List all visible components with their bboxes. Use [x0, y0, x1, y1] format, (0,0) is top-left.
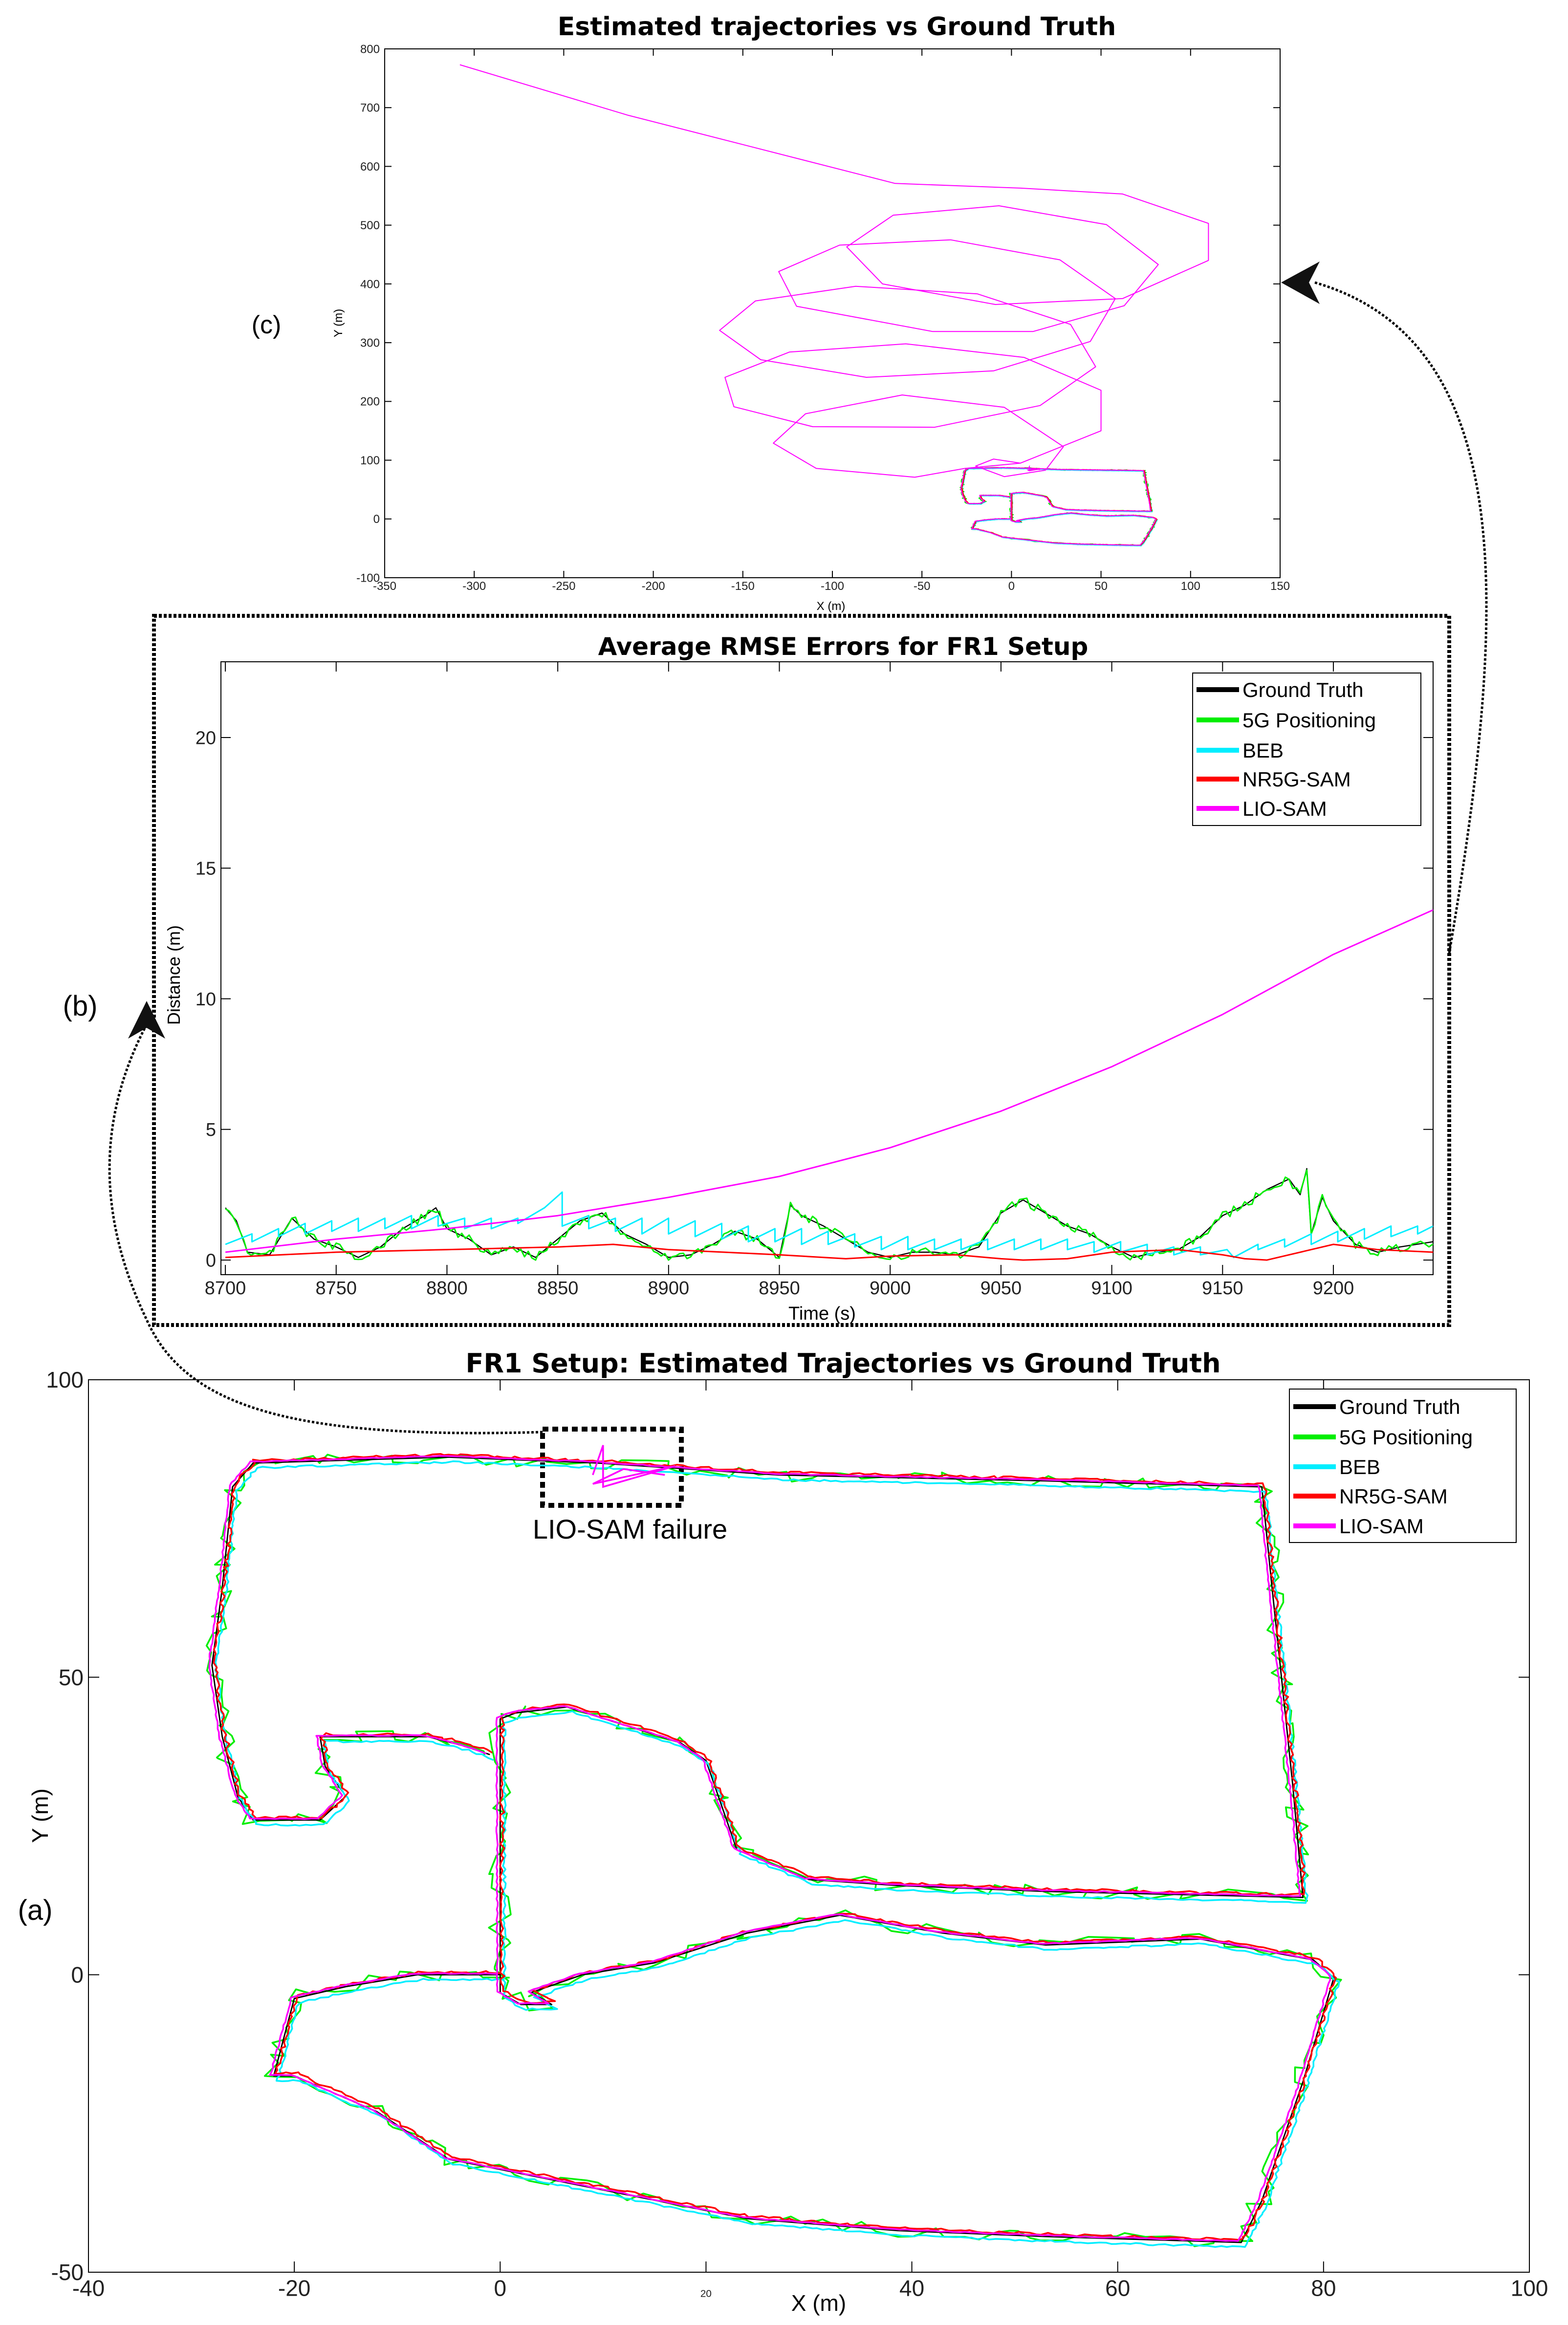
- y-tick-label: 700: [360, 101, 380, 115]
- x-tick-label: 50: [1094, 580, 1108, 593]
- y-tick-label: 20: [195, 728, 216, 749]
- chart-a-title: FR1 Setup: Estimated Trajectories vs Ground Truth: [465, 1348, 1221, 1379]
- y-tick-label: 200: [360, 395, 380, 409]
- y-tick-label: 50: [58, 1664, 84, 1690]
- legend-label: NR5G-SAM: [1339, 1485, 1448, 1508]
- chart-b-ylabel: Distance (m): [164, 925, 184, 1025]
- y-tick-label: 0: [205, 1250, 216, 1271]
- y-tick-label: 10: [195, 989, 216, 1010]
- x-tick-label: 40: [899, 2275, 925, 2301]
- y-tick-label: 0: [71, 1962, 84, 1988]
- x-tick-label: 8700: [204, 1278, 246, 1299]
- x-tick-label: 8800: [426, 1278, 468, 1299]
- y-tick-label: 5: [205, 1120, 216, 1141]
- x-tick-label: 9000: [869, 1278, 911, 1299]
- y-tick-label: 600: [360, 160, 380, 174]
- lio-sam-failure-label: LIO-SAM failure: [532, 1514, 728, 1544]
- legend-label: BEB: [1242, 739, 1284, 762]
- legend-label: LIO-SAM: [1339, 1515, 1424, 1538]
- x-tick-label: -20: [278, 2275, 311, 2301]
- chart-c-ylabel: Y (m): [332, 308, 345, 338]
- chart-b-legend: [1193, 673, 1421, 826]
- x-tick-label: 100: [1510, 2275, 1548, 2301]
- x-tick-label: 60: [1105, 2275, 1131, 2301]
- panel-label-c: (c): [251, 311, 282, 339]
- x-tick-label: -300: [462, 580, 486, 593]
- x-tick-label: 9200: [1312, 1278, 1354, 1299]
- y-tick-label: 400: [360, 278, 380, 291]
- x-tick-label: 9150: [1202, 1278, 1243, 1299]
- x-tick-label: 0: [1008, 580, 1015, 593]
- x-tick-label: 8950: [759, 1278, 800, 1299]
- x-tick-label: 100: [1180, 580, 1200, 593]
- y-tick-label: 100: [46, 1367, 84, 1393]
- y-tick-label: 100: [360, 454, 380, 467]
- x-tick-label: 150: [1270, 580, 1290, 593]
- y-tick-label: 800: [360, 43, 380, 56]
- legend-label: 5G Positioning: [1339, 1426, 1473, 1449]
- x-tick-label: -50: [913, 580, 931, 593]
- legend-label: Ground Truth: [1339, 1395, 1460, 1418]
- y-tick-label: 300: [360, 336, 380, 350]
- x-tick-label: 9050: [980, 1278, 1022, 1299]
- panel-label-b: (b): [63, 990, 98, 1022]
- chart-a-xlabel: X (m): [791, 2290, 847, 2316]
- legend-label: BEB: [1339, 1456, 1381, 1478]
- x-tick-label: -200: [641, 580, 665, 593]
- legend-label: LIO-SAM: [1242, 797, 1327, 820]
- legend-label: Ground Truth: [1242, 678, 1364, 701]
- chart-a-legend: [1289, 1389, 1516, 1543]
- chart-b-title: Average RMSE Errors for FR1 Setup: [598, 632, 1089, 661]
- x-tick-label: -150: [731, 580, 755, 593]
- panel-label-a: (a): [18, 1894, 53, 1926]
- x-tick-label: -100: [820, 580, 845, 593]
- chart-b-xlabel: Time (s): [788, 1304, 856, 1324]
- x-tick-label: 8750: [315, 1278, 357, 1299]
- chart-a-ylabel: Y (m): [27, 1788, 53, 1843]
- y-tick-label: -50: [51, 2260, 84, 2285]
- x-tick-label: 0: [494, 2275, 507, 2301]
- x-tick-label: 20: [700, 2288, 712, 2300]
- x-tick-label: 9100: [1091, 1278, 1132, 1299]
- legend-label: NR5G-SAM: [1242, 768, 1351, 791]
- y-tick-label: -100: [356, 571, 380, 585]
- x-tick-label: 8900: [648, 1278, 690, 1299]
- x-tick-label: -40: [72, 2275, 105, 2301]
- y-tick-label: 0: [373, 513, 380, 526]
- y-tick-label: 15: [195, 858, 216, 879]
- x-tick-label: -350: [372, 580, 397, 593]
- chart-c-title: Estimated trajectories vs Ground Truth: [557, 12, 1116, 42]
- y-tick-label: 500: [360, 219, 380, 233]
- x-tick-label: 8850: [537, 1278, 579, 1299]
- legend-label: 5G Positioning: [1242, 709, 1376, 732]
- x-tick-label: -250: [552, 580, 576, 593]
- x-tick-label: 80: [1311, 2275, 1336, 2301]
- chart-c-xlabel: X (m): [816, 600, 846, 613]
